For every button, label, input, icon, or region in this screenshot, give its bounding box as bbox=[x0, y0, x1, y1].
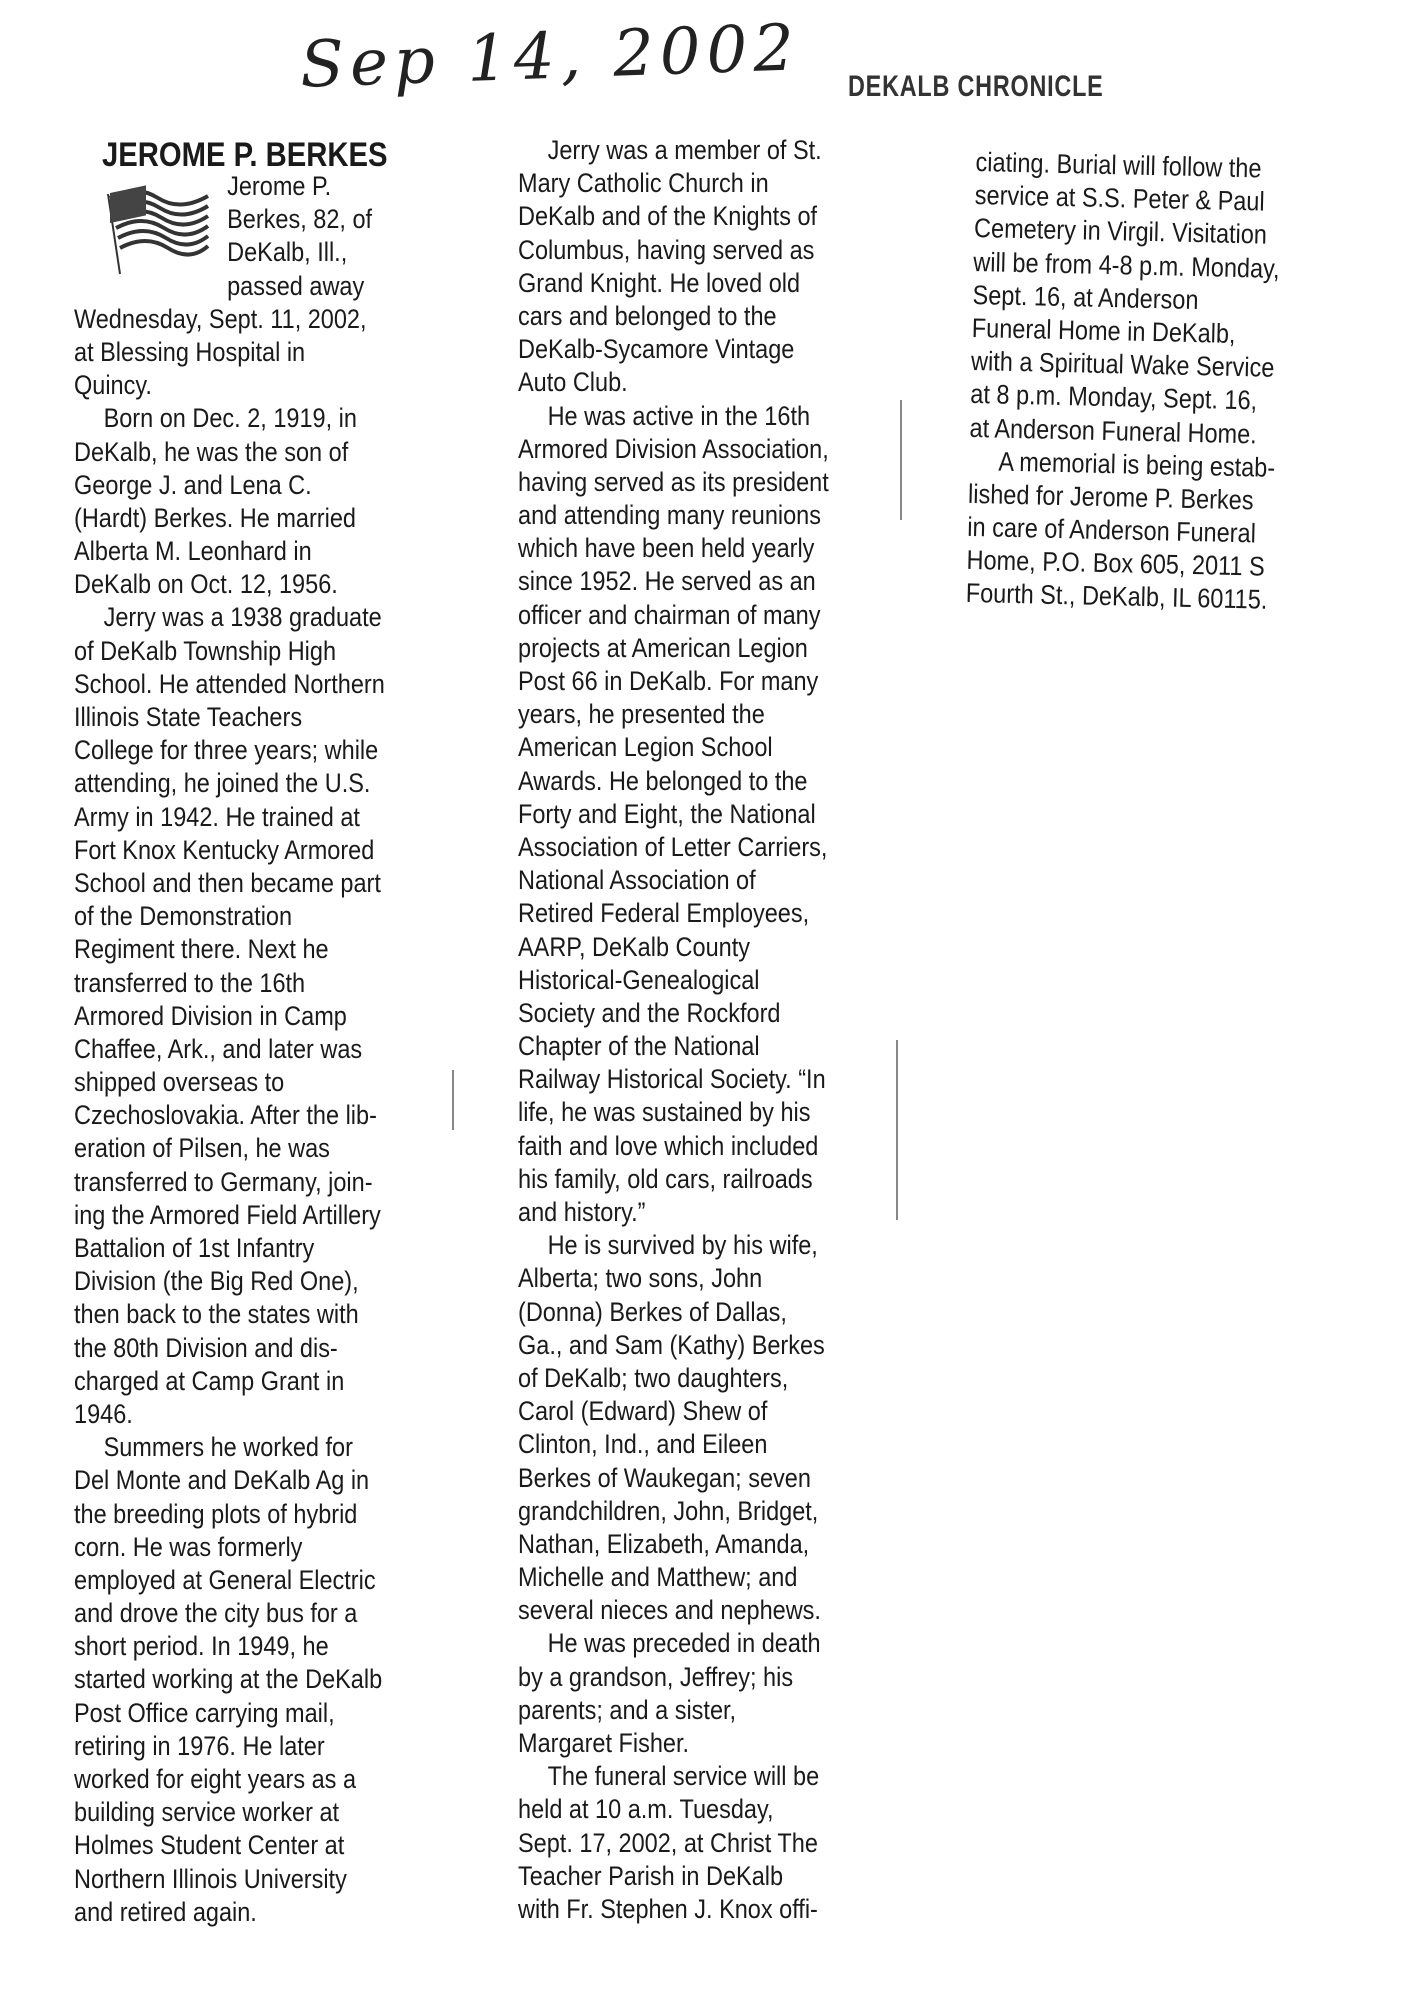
text-line: Carol (Edward) Shew of bbox=[518, 1396, 768, 1427]
text-line: held at 10 a.m. Tuesday, bbox=[518, 1794, 774, 1825]
text-line: Home, P.O. Box 605, 2011 S bbox=[966, 545, 1266, 582]
text-line: Fort Knox Kentucky Armored bbox=[74, 834, 375, 865]
text-line: retiring in 1976. He later bbox=[74, 1730, 325, 1761]
text-line: Sept. 17, 2002, at Christ The bbox=[518, 1827, 818, 1858]
text-line: will be from 4-8 p.m. Monday, bbox=[973, 246, 1280, 284]
text-line: service at S.S. Peter & Paul bbox=[974, 180, 1265, 217]
text-line: Armored Division in Camp bbox=[74, 1000, 347, 1031]
column-divider bbox=[896, 1040, 898, 1220]
text-line: years, he presented the bbox=[518, 699, 765, 730]
text-line: Forty and Eight, the National bbox=[518, 798, 816, 829]
text-line: Society and the Rockford bbox=[518, 997, 781, 1028]
text-line: Wednesday, Sept. 11, 2002, bbox=[74, 303, 367, 334]
text-line: ciating. Burial will follow the bbox=[975, 146, 1262, 184]
text-line: Division (the Big Red One), bbox=[74, 1266, 359, 1297]
text-line: Alberta M. Leonhard in bbox=[74, 536, 312, 567]
text-line: Berkes, 82, of bbox=[227, 204, 373, 235]
handwritten-date: Sep 14, 2002 bbox=[298, 11, 802, 103]
text-line: DeKalb on Oct. 12, 1956. bbox=[74, 569, 338, 600]
text-line: in care of Anderson Funeral bbox=[967, 511, 1257, 549]
text-line: Holmes Student Center at bbox=[74, 1830, 345, 1861]
text-line: Post Office carrying mail, bbox=[74, 1697, 335, 1728]
text-line: at Anderson Funeral Home. bbox=[969, 412, 1258, 449]
text-line: and history.” bbox=[518, 1197, 646, 1227]
text-line: Retired Federal Employees, bbox=[518, 898, 810, 929]
text-line: Clinton, Ind., and Eileen bbox=[518, 1429, 768, 1460]
text-line: College for three years; while bbox=[74, 735, 379, 766]
text-line: Railway Historical Society. “In bbox=[518, 1064, 826, 1095]
text-line: life, he was sustained by his bbox=[518, 1097, 811, 1128]
text-line: charged at Camp Grant in bbox=[74, 1365, 345, 1396]
text-line: faith and love which included bbox=[518, 1130, 819, 1161]
text-line: DeKalb, he was the son of bbox=[74, 436, 349, 467]
obituary-headline: JEROME P. BERKES bbox=[102, 136, 388, 174]
text-line: Battalion of 1st Infantry bbox=[74, 1233, 315, 1263]
text-line: of DeKalb; two daughters, bbox=[518, 1362, 789, 1393]
text-line: A memorial is being estab- bbox=[998, 446, 1276, 483]
text-line: Jerome P. bbox=[227, 171, 332, 201]
text-line: building service worker at bbox=[74, 1797, 340, 1828]
text-line: Berkes of Waukegan; seven bbox=[518, 1462, 811, 1493]
text-line: American Legion School bbox=[518, 732, 773, 763]
text-line: officer and chairman of many bbox=[518, 599, 821, 630]
text-line: National Association of bbox=[518, 865, 756, 896]
newspaper-masthead: DEKALB CHRONICLE bbox=[848, 70, 1104, 103]
text-line: He is survived by his wife, bbox=[547, 1230, 818, 1261]
text-line: Post 66 in DeKalb. For many bbox=[518, 666, 819, 696]
text-line: Jerry was a member of St. bbox=[547, 135, 822, 165]
text-line: at Blessing Hospital in bbox=[74, 336, 306, 367]
text-line: The funeral service will be bbox=[547, 1761, 820, 1792]
text-line: School. He attended Northern bbox=[74, 668, 385, 699]
text-line: DeKalb-Sycamore Vintage bbox=[518, 334, 795, 365]
text-line: DeKalb, Ill., bbox=[227, 237, 348, 268]
text-line: since 1952. He served as an bbox=[518, 566, 816, 597]
text-line: started working at the DeKalb bbox=[74, 1664, 383, 1695]
text-line: Grand Knight. He loved old bbox=[518, 267, 801, 298]
text-line: AARP, DeKalb County bbox=[518, 931, 750, 962]
text-line: Fourth St., DeKalb, IL 60115. bbox=[965, 578, 1268, 616]
text-line: Quincy. bbox=[74, 370, 152, 401]
text-line: (Hardt) Berkes. He married bbox=[74, 502, 356, 533]
obituary-column-1 bbox=[74, 170, 431, 1929]
text-line: Margaret Fisher. bbox=[518, 1728, 690, 1758]
text-line: parents; and a sister, bbox=[518, 1694, 737, 1725]
text-line: Ga., and Sam (Kathy) Berkes bbox=[518, 1329, 825, 1360]
text-line: Columbus, having served as bbox=[518, 234, 815, 265]
text-line: George J. and Lena C. bbox=[74, 469, 312, 500]
text-line: worked for eight years as a bbox=[74, 1764, 357, 1794]
text-line: Association of Letter Carriers, bbox=[518, 831, 828, 862]
text-line: Northern Illinois University bbox=[74, 1863, 347, 1894]
text-line: then back to the states with bbox=[74, 1299, 359, 1330]
text-line: Czechoslovakia. After the lib- bbox=[74, 1100, 377, 1131]
text-line: shipped overseas to bbox=[74, 1067, 285, 1098]
text-line: School and then became part bbox=[74, 867, 381, 898]
text-line: Illinois State Teachers bbox=[74, 702, 303, 732]
text-line: and retired again. bbox=[74, 1896, 257, 1927]
text-line: Summers he worked for bbox=[103, 1432, 353, 1463]
text-line: 1946. bbox=[74, 1398, 133, 1429]
text-line: ing the Armored Field Artillery bbox=[74, 1199, 381, 1230]
text-line: Historical-Genealogical bbox=[518, 964, 760, 995]
text-line: cars and belonged to the bbox=[518, 300, 777, 331]
text-line: Sept. 16, at Anderson bbox=[972, 279, 1199, 315]
text-line: Alberta; two sons, John bbox=[518, 1263, 763, 1294]
text-line: Regiment there. Next he bbox=[74, 934, 329, 965]
text-line: Auto Club. bbox=[518, 367, 628, 398]
text-line: Cemetery in Virgil. Visitation bbox=[973, 213, 1268, 250]
text-line: Jerry was a 1938 graduate bbox=[103, 602, 382, 633]
text-line: Nathan, Elizabeth, Amanda, bbox=[518, 1528, 810, 1559]
text-line: DeKalb and of the Knights of bbox=[518, 201, 818, 232]
text-line: attending, he joined the U.S. bbox=[74, 768, 371, 799]
text-line: He was preceded in death bbox=[547, 1628, 821, 1659]
text-line: by a grandson, Jeffrey; his bbox=[518, 1661, 794, 1692]
text-line: of the Demonstration bbox=[74, 901, 293, 932]
text-line: and drove the city bus for a bbox=[74, 1598, 358, 1629]
text-line: of DeKalb Township High bbox=[74, 635, 337, 666]
column-divider bbox=[452, 1070, 454, 1130]
text-line: short period. In 1949, he bbox=[74, 1631, 329, 1662]
text-line: transferred to Germany, join- bbox=[74, 1166, 373, 1197]
text-line: at 8 p.m. Monday, Sept. 16, bbox=[970, 379, 1258, 416]
text-line: Chapter of the National bbox=[518, 1031, 760, 1062]
text-line: Born on Dec. 2, 1919, in bbox=[103, 403, 357, 434]
text-line: Funeral Home in DeKalb, bbox=[971, 312, 1236, 349]
text-line: Del Monte and DeKalb Ag in bbox=[74, 1465, 370, 1496]
obituary-column-2 bbox=[518, 134, 875, 1926]
column-divider bbox=[900, 400, 902, 520]
text-line: which have been held yearly bbox=[518, 533, 815, 564]
text-line: with a Spiritual Wake Service bbox=[970, 346, 1275, 383]
text-line: corn. He was formerly bbox=[74, 1531, 303, 1562]
text-line: having served as its president bbox=[518, 466, 829, 497]
text-line: several nieces and nephews. bbox=[518, 1595, 821, 1626]
text-line: projects at American Legion bbox=[518, 632, 808, 663]
obituary-column-3 bbox=[965, 146, 1328, 618]
text-line: his family, old cars, railroads bbox=[518, 1163, 813, 1194]
text-line: the breeding plots of hybrid bbox=[74, 1498, 358, 1529]
text-line: employed at General Electric bbox=[74, 1564, 376, 1595]
text-line: eration of Pilsen, he was bbox=[74, 1133, 330, 1164]
text-line: Mary Catholic Church in bbox=[518, 168, 769, 199]
text-line: Teacher Parish in DeKalb bbox=[518, 1860, 784, 1891]
text-line: Michelle and Matthew; and bbox=[518, 1562, 798, 1593]
text-line: Army in 1942. He trained at bbox=[74, 801, 360, 832]
text-line: lished for Jerome P. Berkes bbox=[967, 478, 1254, 516]
text-line: with Fr. Stephen J. Knox offi- bbox=[518, 1893, 818, 1924]
text-line: Armored Division Association, bbox=[518, 433, 829, 464]
text-line: and attending many reunions bbox=[518, 500, 821, 531]
text-line: transferred to the 16th bbox=[74, 967, 306, 998]
text-line: Awards. He belonged to the bbox=[518, 765, 808, 796]
text-line: grandchildren, John, Bridget, bbox=[518, 1495, 819, 1526]
text-line: Chaffee, Ark., and later was bbox=[74, 1033, 363, 1064]
text-line: (Donna) Berkes of Dallas, bbox=[518, 1296, 787, 1327]
text-line: passed away bbox=[227, 270, 365, 301]
text-line: He was active in the 16th bbox=[547, 400, 811, 431]
text-line: the 80th Division and dis- bbox=[74, 1332, 338, 1363]
